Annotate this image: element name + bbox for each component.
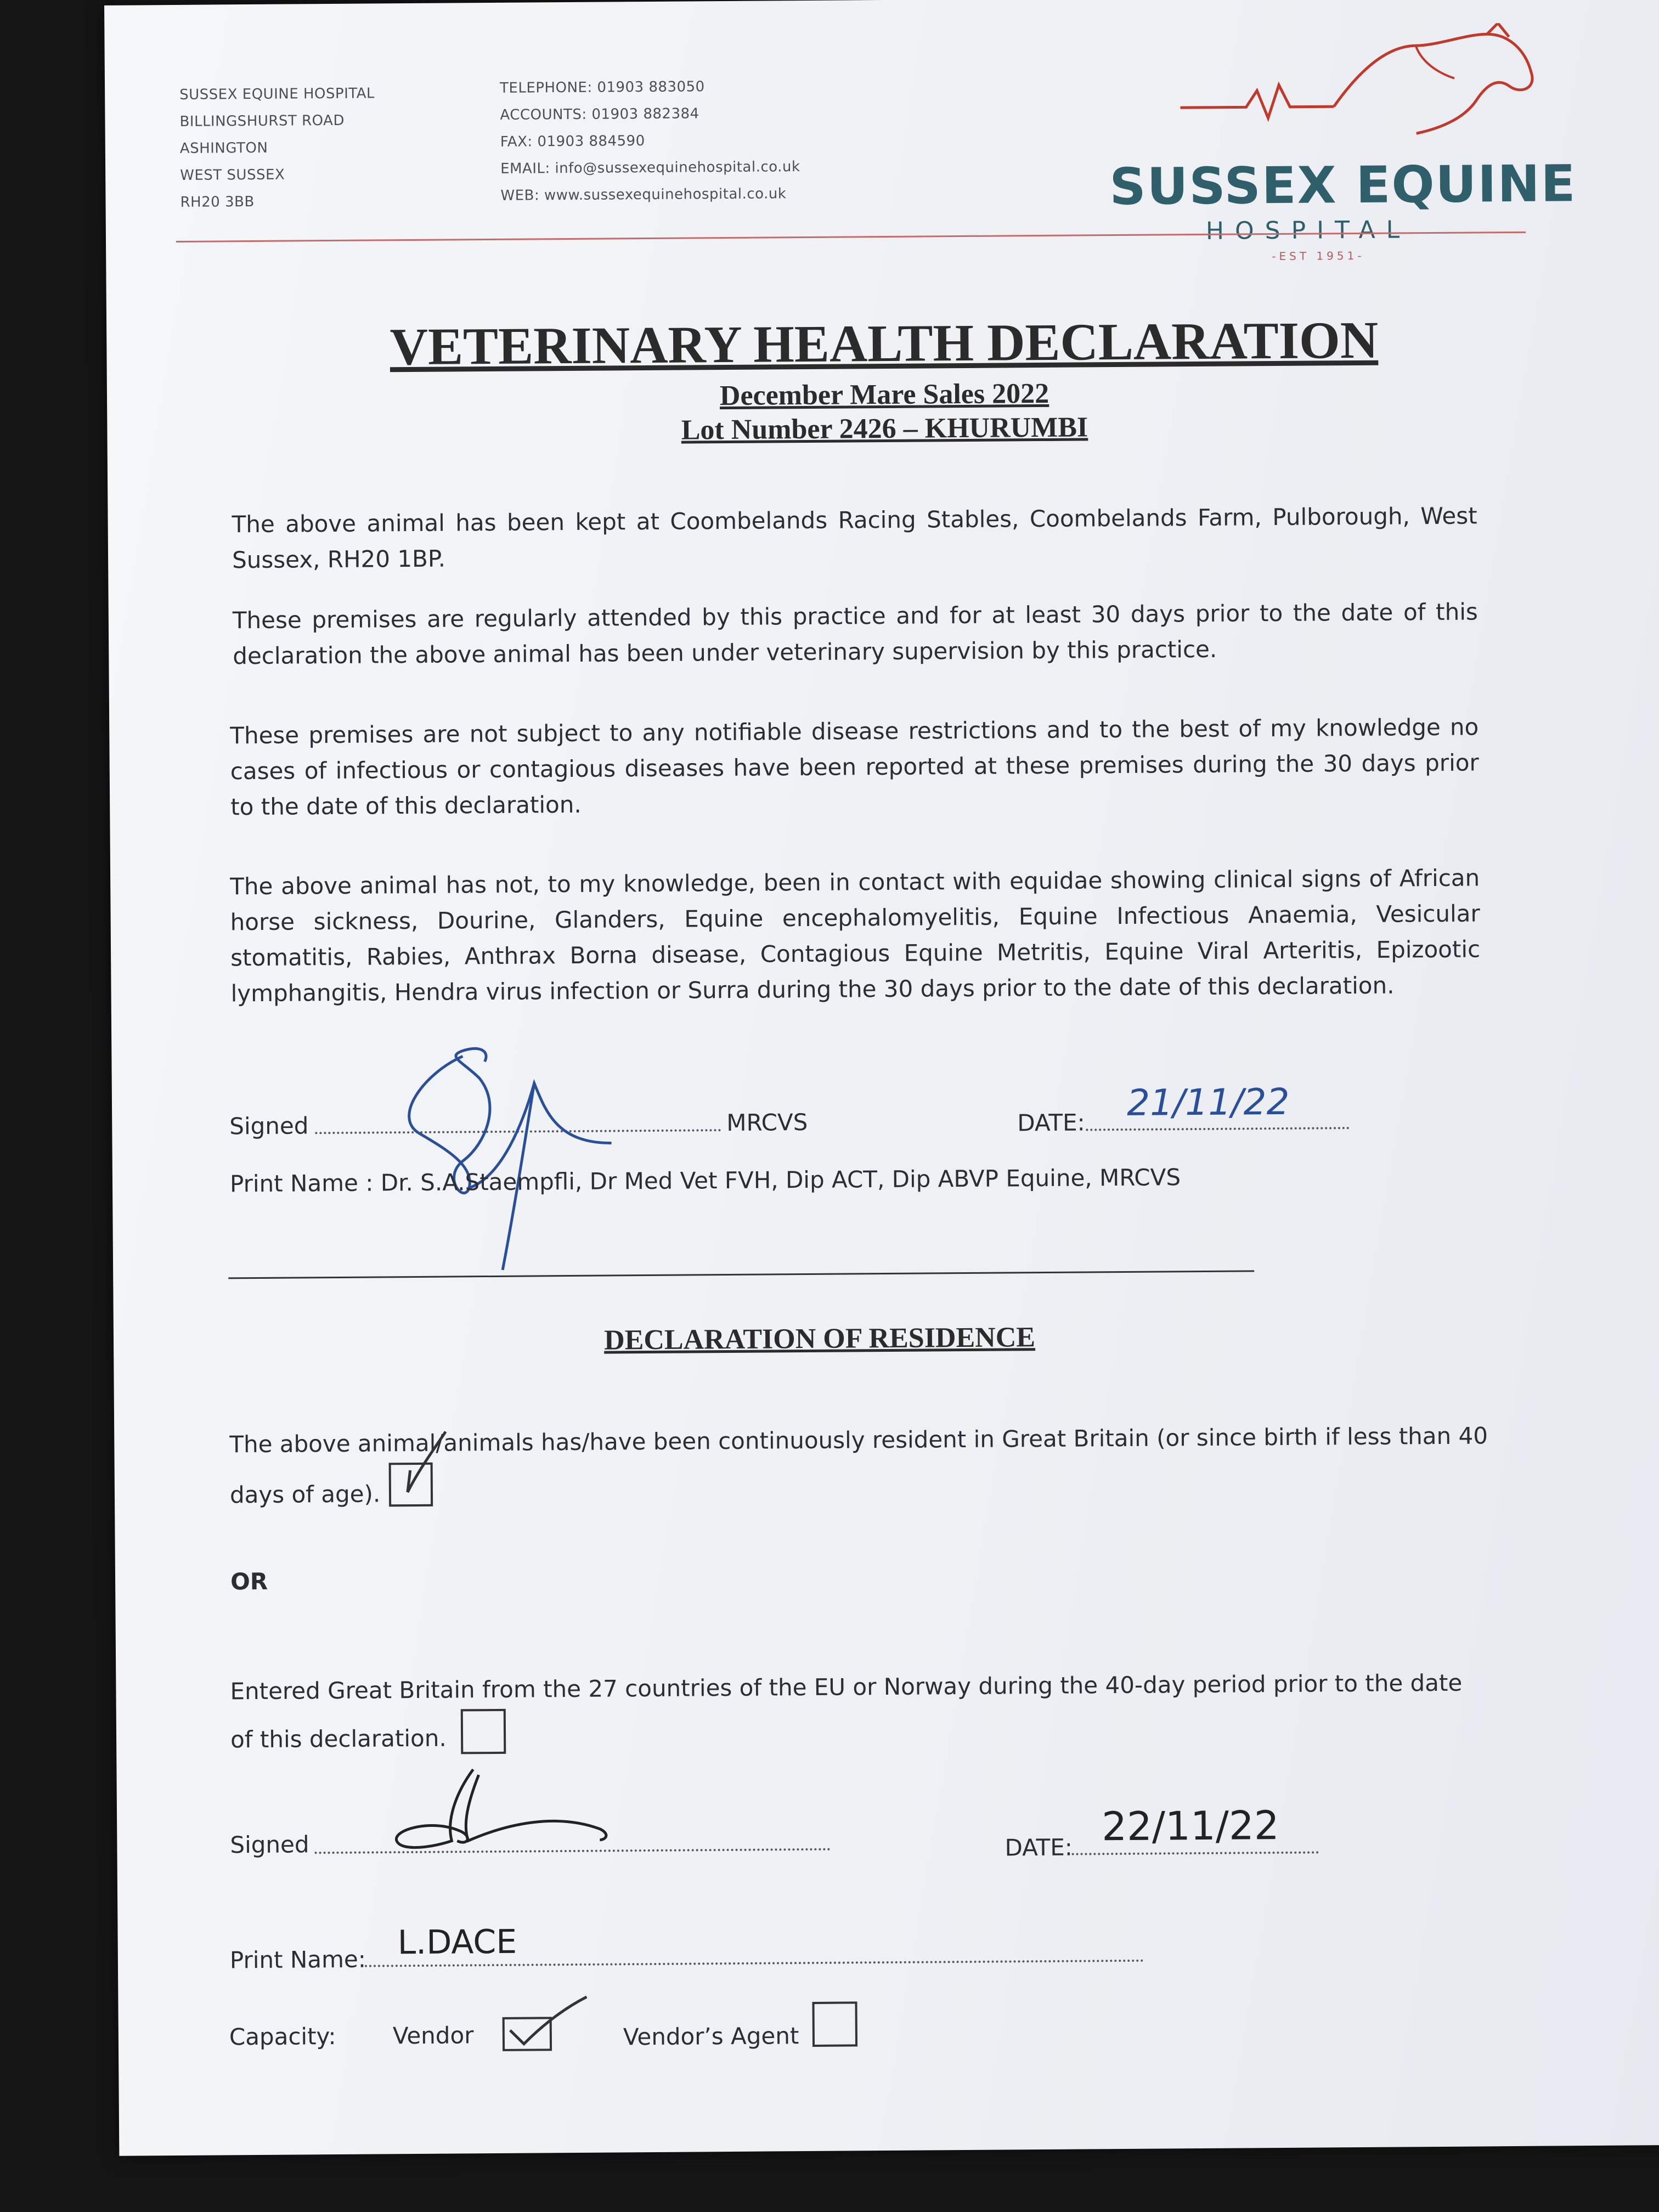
contact-line: FAX: 01903 884590 <box>500 133 645 150</box>
vendor-signature-icon <box>380 1757 654 1869</box>
resident-checkbox[interactable] <box>389 1463 433 1507</box>
contact-line: ACCOUNTS: 01903 882384 <box>500 105 699 123</box>
contact-line: TELEPHONE: 01903 883050 <box>500 78 705 97</box>
vendor-option-label: Vendor <box>392 2022 474 2050</box>
vendor-signed-label: Signed <box>230 1831 309 1859</box>
address-line: BILLINGSHURST ROAD <box>179 112 345 130</box>
logo-established: -EST 1951- <box>1272 249 1365 263</box>
logo-subtitle: HOSPITAL <box>1205 216 1411 245</box>
contact-line: WEB: www.sussexequinehospital.co.uk <box>500 185 787 204</box>
vendor-checkbox[interactable] <box>503 2017 552 2051</box>
page-title: VETERINARY HEALTH DECLARATION <box>390 310 1379 376</box>
lot-subtitle: Lot Number 2426 – KHURUMBI <box>681 411 1088 446</box>
vendor-date-line <box>1072 1852 1319 1855</box>
vet-date-line <box>1086 1127 1349 1131</box>
document-page <box>104 0 1659 2156</box>
vet-signature-icon <box>358 1039 667 1282</box>
premises-paragraph: The above animal has been kept at Coombelands Racing Stables, Coombelands Farm, Pulborough, West Sussex, RH20 1BP. <box>232 502 1477 574</box>
residence-heading: DECLARATION OF RESIDENCE <box>603 1322 1036 1356</box>
address-block <box>179 80 375 216</box>
address-line: RH20 3BB <box>180 193 255 211</box>
capacity-label: Capacity: <box>229 2023 336 2051</box>
vendors-agent-checkbox[interactable] <box>812 2001 857 2047</box>
entered-gb-checkbox[interactable] <box>461 1709 506 1754</box>
vendor-date-label: DATE: <box>1005 1833 1073 1861</box>
horse-heartbeat-logo-icon <box>1180 22 1609 162</box>
event-subtitle: December Mare Sales 2022 <box>719 377 1049 412</box>
checkmark-icon <box>385 1426 452 1509</box>
contact-line: EMAIL: info@sussexequinehospital.co.uk <box>500 159 800 177</box>
or-label: OR <box>230 1567 268 1595</box>
residence-option2-text: Entered Great Britain from the 27 countries of the EU or Norway during the 40-day period prior to the date <box>230 1669 1463 1705</box>
vendor-date-value: 22/11/22 <box>1101 1802 1279 1850</box>
vet-signed-label: Signed <box>229 1112 309 1140</box>
vet-mrcvs-label: MRCVS <box>726 1108 808 1137</box>
restrictions-paragraph: These premises are not subject to any notifiable disease restrictions and to the best of my knowledge no cases of infectious or contagious diseases have been reported at these premises during the 30 days prior to the date of this declaration. <box>230 713 1479 821</box>
vendors-agent-option-label: Vendor’s Agent <box>623 2022 799 2051</box>
vet-print-name: Print Name : Dr. S.A.Staempfli, Dr Med Vet FVH, Dip ACT, Dip ABVP Equine, MRCVS <box>229 1164 1181 1198</box>
address-line: SUSSEX EQUINE HOSPITAL <box>179 85 375 103</box>
address-line: WEST SUSSEX <box>180 166 285 184</box>
vet-date-label: DATE: <box>1017 1109 1085 1137</box>
checkmark-icon <box>499 1991 592 2058</box>
vet-date-value: 21/11/22 <box>1126 1080 1290 1124</box>
residence-option2-text-cont: of this declaration. <box>230 1724 447 1753</box>
vendor-print-label: Print Name: <box>229 1945 366 1974</box>
contact-block <box>500 73 800 210</box>
address-line: ASHINGTON <box>179 139 268 157</box>
residence-option1-text: The above animal/animals has/have been continuously resident in Great Britain (or since birth if less than 40 <box>229 1422 1488 1458</box>
contact-diseases-paragraph: The above animal has not, to my knowledge, been in contact with equidae showing clinical signs of African horse sickness, Dourine, Glanders, Equine encephalomyelitis, Equine Infectious Anaemia, Vesicular stomatitis, Rabies, Anthrax Borna disease, Contagious Equine Metritis, Equine Viral Arteritis, Epizootic lymphangitis, Hendra virus infection or Surra during the 30 days prior to the date of this declaration. <box>230 864 1481 1007</box>
logo-title: SUSSEX EQUINE <box>1109 154 1577 217</box>
vendor-print-value: L.DACE <box>397 1922 517 1962</box>
supervision-paragraph: These premises are regularly attended by this practice and for at least 30 days prior to the date of this declaration the above animal has been under veterinary supervision by this practice. <box>232 598 1478 670</box>
residence-option1-text-cont: days of age). <box>229 1480 381 1509</box>
